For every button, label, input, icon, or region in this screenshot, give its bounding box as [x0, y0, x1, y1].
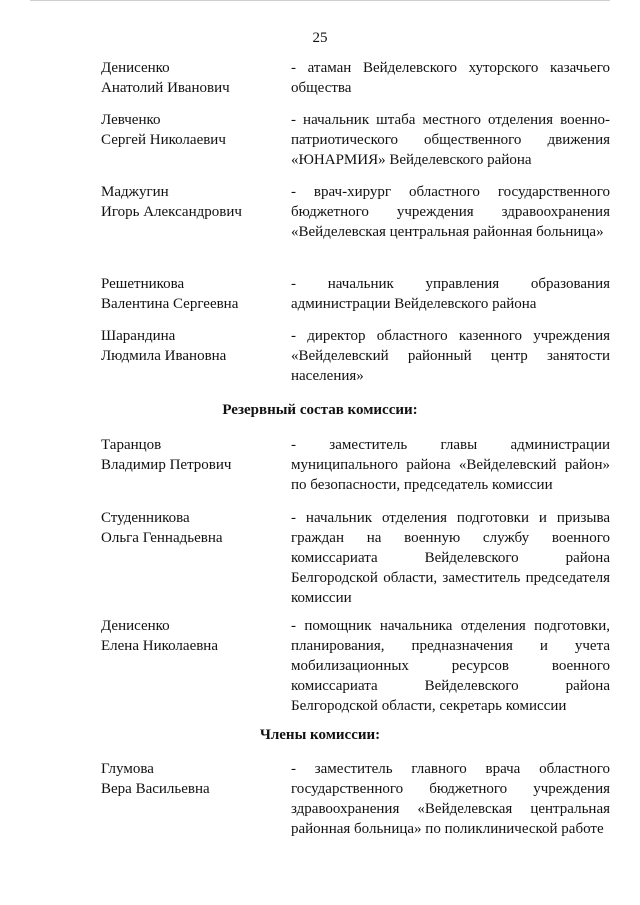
member-role: - начальник отделения подготовки и призыва граждан на военную службу военного комиссариата Вейделевского района Белгородской области, заместитель председателя комиссии: [291, 510, 610, 606]
member-name: [101, 58, 281, 98]
member-given-names: Людмила Ивановна: [101, 348, 227, 364]
member-given-names: Анатолий Иванович: [101, 80, 230, 96]
member-name: [101, 110, 281, 150]
member-given-names: Вера Васильевна: [101, 781, 210, 797]
member-role: - врач-хирург областного государственного бюджетного учреждения здравоохранения «Вейделевская центральная районная больница»: [291, 184, 610, 240]
member-surname: Решетникова: [101, 276, 185, 292]
member-surname: Денисенко: [101, 60, 170, 76]
member-surname: Шарандина: [101, 328, 176, 344]
member-name: [101, 326, 281, 366]
member-role: - начальник управления образования администрации Вейделевского района: [291, 276, 610, 312]
member-given-names: Ольга Геннадьевна: [101, 530, 223, 546]
top-border-line: [30, 0, 610, 1]
member-surname: Левченко: [101, 112, 161, 128]
member-role: - помощник начальника отделения подготовки, планирования, предназначения и учета мобилизационных ресурсов военного комиссариата Вейделевского района Белгородской области, секретарь комиссии: [291, 618, 610, 714]
member-role: - начальник штаба местного отделения военно-патриотического общественного движения «ЮНАРМИЯ» Вейделевского района: [291, 112, 610, 168]
member-given-names: Валентина Сергеевна: [101, 296, 239, 312]
members-section-heading: Члены комиссии:: [259, 727, 381, 743]
member-name: [101, 616, 281, 656]
reserve-section-heading: Резервный состав комиссии:: [222, 402, 418, 418]
member-surname: Маджугин: [101, 184, 169, 200]
member-given-names: Игорь Александрович: [101, 204, 242, 220]
member-surname: Студенникова: [101, 510, 190, 526]
member-given-names: Сергей Николаевич: [101, 132, 226, 148]
member-name: [101, 182, 281, 222]
member-name: [101, 759, 281, 799]
member-name: [101, 435, 281, 475]
member-surname: Денисенко: [101, 618, 170, 634]
member-surname: Глумова: [101, 761, 154, 777]
member-role: - заместитель главного врача областного государственного бюджетного учреждения здравоохранения «Вейделевская центральная районная больница» по поликлинической работе: [291, 761, 610, 837]
member-given-names: Владимир Петрович: [101, 457, 232, 473]
page-number: 25: [312, 30, 328, 46]
member-role: - директор областного казенного учреждения «Вейделевский районный центр занятости населения»: [291, 328, 610, 384]
member-name: [101, 508, 281, 548]
member-surname: Таранцов: [101, 437, 162, 453]
member-name: [101, 274, 281, 314]
member-given-names: Елена Николаевна: [101, 638, 218, 654]
member-role: - атаман Вейделевского хуторского казачьего общества: [291, 60, 610, 96]
member-role: - заместитель главы администрации муниципального района «Вейделевский район» по безопасности, председатель комиссии: [291, 437, 610, 493]
